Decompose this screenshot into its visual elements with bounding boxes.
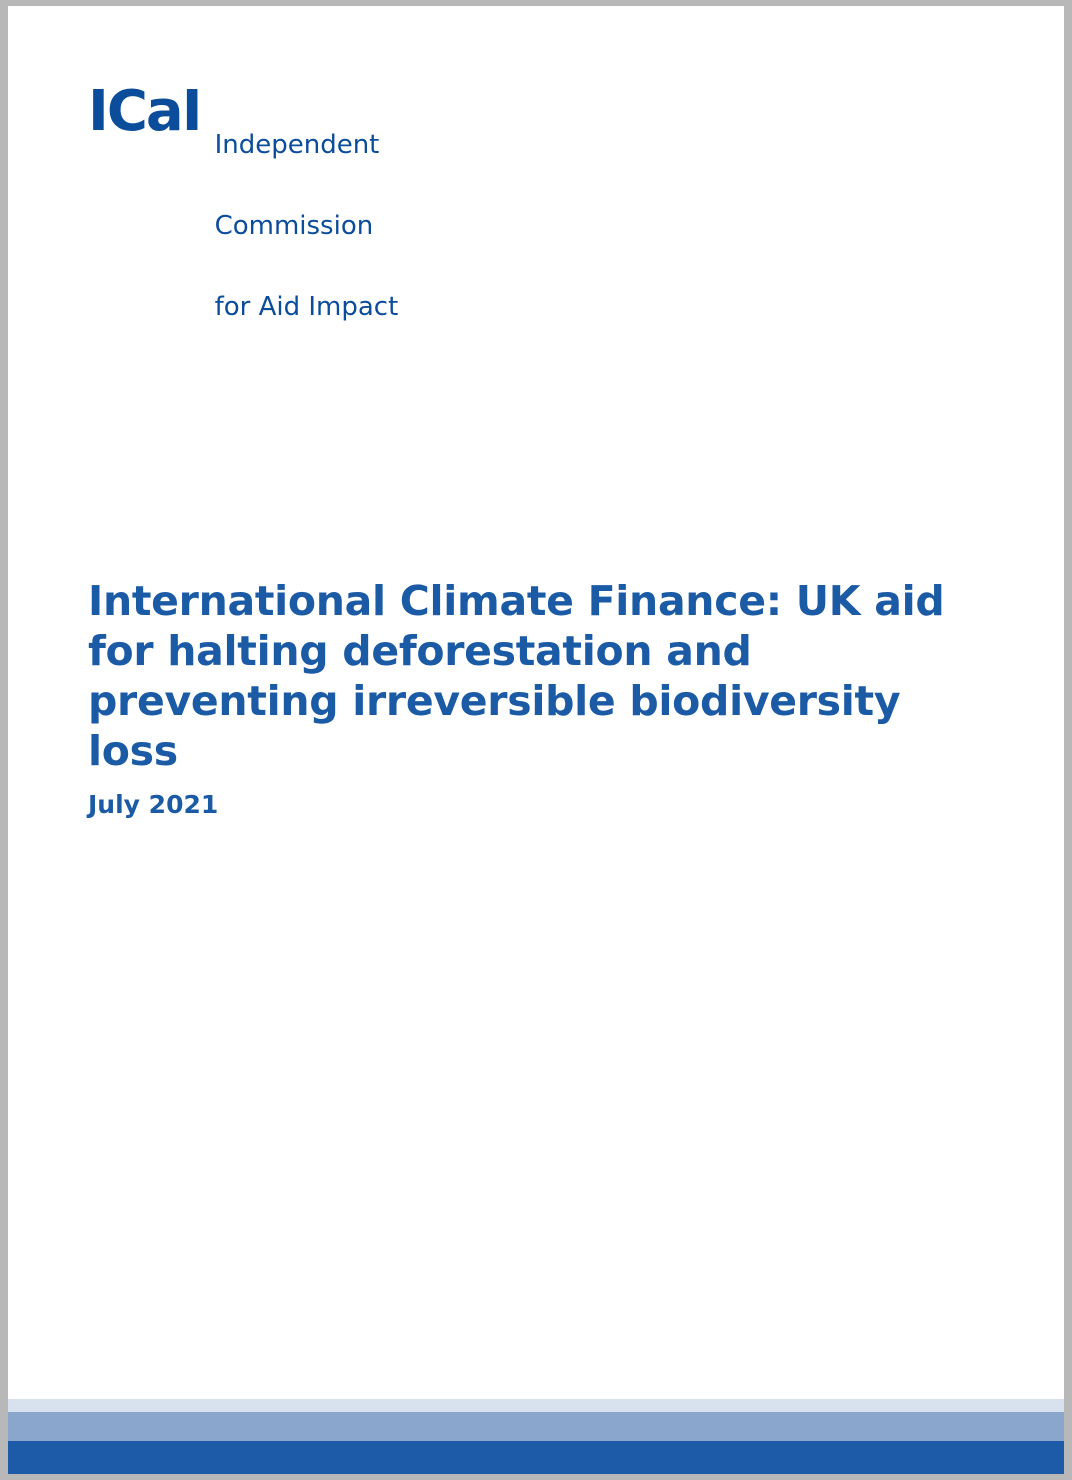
publication-date: July 2021 bbox=[88, 790, 219, 819]
footer-bar-mid bbox=[8, 1412, 1064, 1441]
ical-logo bbox=[88, 78, 398, 375]
footer-bar-dark bbox=[8, 1441, 1064, 1474]
ical-logo-name bbox=[215, 78, 399, 375]
logo-name-line-1: Independent bbox=[214, 130, 380, 160]
logo-name-line-2: Commission bbox=[214, 211, 374, 241]
ical-logo-mark: ICaI bbox=[88, 79, 201, 144]
document-page bbox=[8, 6, 1064, 1474]
footer-bar-light bbox=[8, 1399, 1064, 1412]
page-title: International Climate Finance: UK aid for halting deforestation and preventing irreversible biodiversity loss bbox=[88, 577, 945, 775]
logo-name-line-3: for Aid Impact bbox=[214, 292, 399, 322]
